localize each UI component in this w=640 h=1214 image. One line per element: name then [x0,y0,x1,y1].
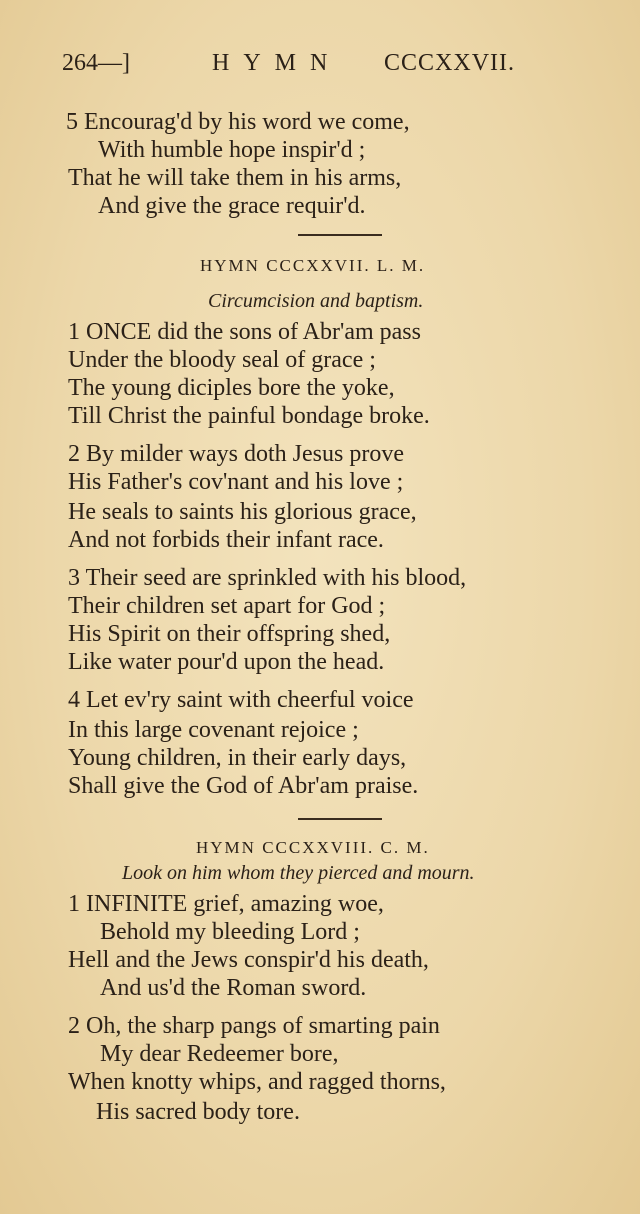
hymn-subtitle: Look on him whom they pierced and mourn. [122,862,475,884]
verse-line: 1 ONCE did the sons of Abr'am pass [68,319,421,345]
verse-line: 5 Encourag'd by his word we come, [66,109,410,135]
verse-line: When knotty whips, and ragged thorns, [68,1069,446,1095]
header-title: HYMN [212,50,342,76]
verse-line: And not forbids their infant race. [68,527,384,553]
verse-line: His sacred body tore. [96,1099,300,1125]
page-number: 264—] [62,50,130,76]
verse-line: Under the bloody seal of grace ; [68,347,376,373]
verse-line: With humble hope inspir'd ; [98,137,366,163]
verse-line: 1 INFINITE grief, amazing woe, [68,891,384,917]
verse-line: In this large covenant rejoice ; [68,717,359,743]
section-divider [298,234,382,236]
verse-line: Till Christ the painful bondage broke. [68,403,430,429]
verse-line: Hell and the Jews conspir'd his death, [68,947,429,973]
verse-line: Behold my bleeding Lord ; [100,919,360,945]
verse-line: His Spirit on their offspring shed, [68,621,391,647]
verse-line: My dear Redeemer bore, [100,1041,339,1067]
verse-line: Their children set apart for God ; [68,593,386,619]
verse-line: Young children, in their early days, [68,745,407,771]
verse-line: That he will take them in his arms, [68,165,402,191]
verse-line: He seals to saints his glorious grace, [68,499,417,525]
verse-line: The young diciples bore the yoke, [68,375,395,401]
verse-line: 2 By milder ways doth Jesus prove [68,441,404,467]
header-hymn-number: CCCXXVII. [384,50,516,76]
section-divider [298,818,382,820]
hymn-subtitle: Circumcision and baptism. [208,290,424,312]
hymn-heading: HYMN CCCXXVII. L. M. [200,256,426,275]
verse-line: 4 Let ev'ry saint with cheerful voice [68,687,414,713]
verse-line: 2 Oh, the sharp pangs of smarting pain [68,1013,440,1039]
verse-line: And us'd the Roman sword. [100,975,367,1001]
verse-line: His Father's cov'nant and his love ; [68,469,404,495]
verse-line: Shall give the God of Abr'am praise. [68,773,419,799]
hymn-heading: HYMN CCCXXVIII. C. M. [196,838,430,857]
verse-line: 3 Their seed are sprinkled with his blood, [68,565,467,591]
verse-line: Like water pour'd upon the head. [68,649,385,675]
verse-line: And give the grace requir'd. [98,193,366,219]
